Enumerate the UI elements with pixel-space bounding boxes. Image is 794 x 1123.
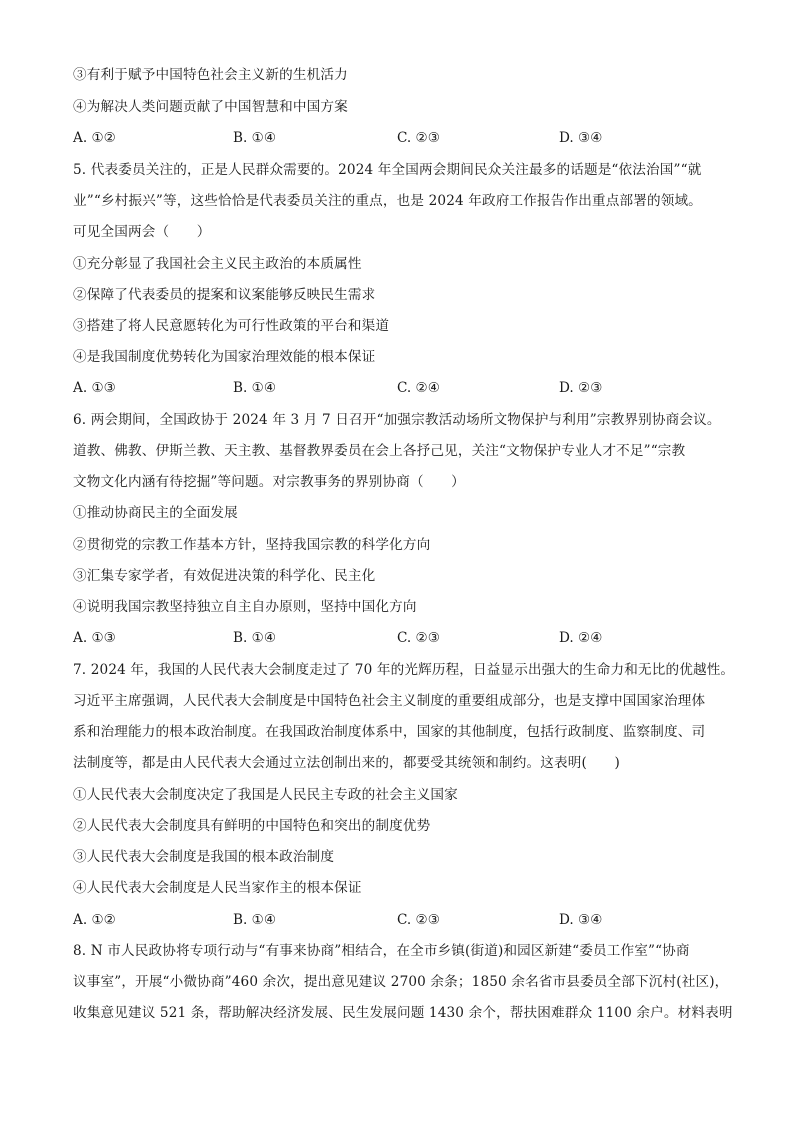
choice-b[interactable]: B. ①④ [233,130,277,146]
option-line: ③搭建了将人民意愿转化为可行性政策的平台和渠道 [73,318,390,334]
option-line: ③人民代表大会制度是我国的根本政治制度 [73,849,335,865]
answer-choices [73,910,733,930]
question-stem-line: 法制度等，都是由人民代表大会通过立法创制出来的，都要受其统领和制约。这表明( ) [73,755,620,771]
question-stem-line: 系和治理能力的根本政治制度。在我国政治制度体系中，国家的其他制度，包括行政制度、监察制度、司 [73,724,706,740]
option-line: ②保障了代表委员的提案和议案能够反映民生需求 [73,287,376,303]
choice-d[interactable]: D. ③④ [559,130,603,146]
answer-choices [73,378,733,398]
choice-c[interactable]: C. ②③ [397,130,440,146]
choice-a[interactable]: A. ①② [73,912,116,928]
question-stem-line: 8. N 市人民政协将专项行动与“有事来协商”相结合，在全市乡镇(街道)和园区新建“委员工作室”“协商 [73,943,690,959]
question-stem-line: 7. 2024 年，我国的人民代表大会制度走过了 70 年的光辉历程，日益显示出强大的生命力和无比的优越性。 [73,662,735,678]
choice-d[interactable]: D. ②③ [559,380,603,396]
question-stem-line: 6. 两会期间，全国政协于 2024 年 3 月 7 日召开“加强宗教活动场所文物保护与利用”宗教界别协商会议。 [73,412,721,428]
option-line: ①推动协商民主的全面发展 [73,505,238,521]
answer-choices [73,128,733,148]
option-line: ②贯彻党的宗教工作基本方针，坚持我国宗教的科学化方向 [73,537,431,553]
answer-choices [73,628,733,648]
question-stem-line: 文物文化内涵有待挖掘”等问题。对宗教事务的界别协商（ ） [73,474,465,490]
choice-b[interactable]: B. ①④ [233,912,277,928]
choice-a[interactable]: A. ①② [73,130,116,146]
option-line: ①充分彰显了我国社会主义民主政治的本质属性 [73,256,362,272]
question-stem-line: 可见全国两会（ ） [73,224,211,240]
question-stem-line: 习近平主席强调，人民代表大会制度是中国特色社会主义制度的重要组成部分，也是支撑中国国家治理体 [73,693,706,709]
option-line: ②人民代表大会制度具有鲜明的中国特色和突出的制度优势 [73,818,431,834]
choice-b[interactable]: B. ①④ [233,630,277,646]
choice-c[interactable]: C. ②④ [397,380,440,396]
question-stem-line: 5. 代表委员关注的，正是人民群众需要的。2024 年全国两会期间民众关注最多的话题是“依法治国”“就 [73,162,702,178]
question-stem-line: 议事室”，开展“小微协商”460 余次，提出意见建议 2700 余条；1850 余名省市县委员全部下沉村(社区)， [73,974,729,990]
option-line: ③汇集专家学者，有效促进决策的科学化、民主化 [73,568,376,584]
option-line: ①人民代表大会制度决定了我国是人民民主专政的社会主义国家 [73,787,458,803]
choice-d[interactable]: D. ②④ [559,630,603,646]
option-line: ④说明我国宗教坚持独立自主自办原则，坚持中国化方向 [73,599,417,615]
question-stem-line: 收集意见建议 521 条，帮助解决经济发展、民生发展问题 1430 余个，帮扶困难群众 1100 余户。材料表明 [73,1005,733,1021]
choice-a[interactable]: A. ①③ [73,630,116,646]
question-stem-line: 业”“乡村振兴”等，这些恰恰是代表委员关注的重点，也是 2024 年政府工作报告作出重点部署的领域。 [73,193,702,209]
option-line: ③有利于赋予中国特色社会主义新的生机活力 [73,67,348,83]
choice-b[interactable]: B. ①④ [233,380,277,396]
choice-d[interactable]: D. ③④ [559,912,603,928]
option-line: ④为解决人类问题贡献了中国智慧和中国方案 [73,99,348,115]
choice-c[interactable]: C. ②③ [397,912,440,928]
choice-c[interactable]: C. ②③ [397,630,440,646]
option-line: ④人民代表大会制度是人民当家作主的根本保证 [73,880,362,896]
option-line: ④是我国制度优势转化为国家治理效能的根本保证 [73,349,376,365]
choice-a[interactable]: A. ①③ [73,380,116,396]
question-stem-line: 道教、佛教、伊斯兰教、天主教、基督教界委员在会上各抒己见，关注“文物保护专业人才不足”“宗教 [73,443,686,459]
